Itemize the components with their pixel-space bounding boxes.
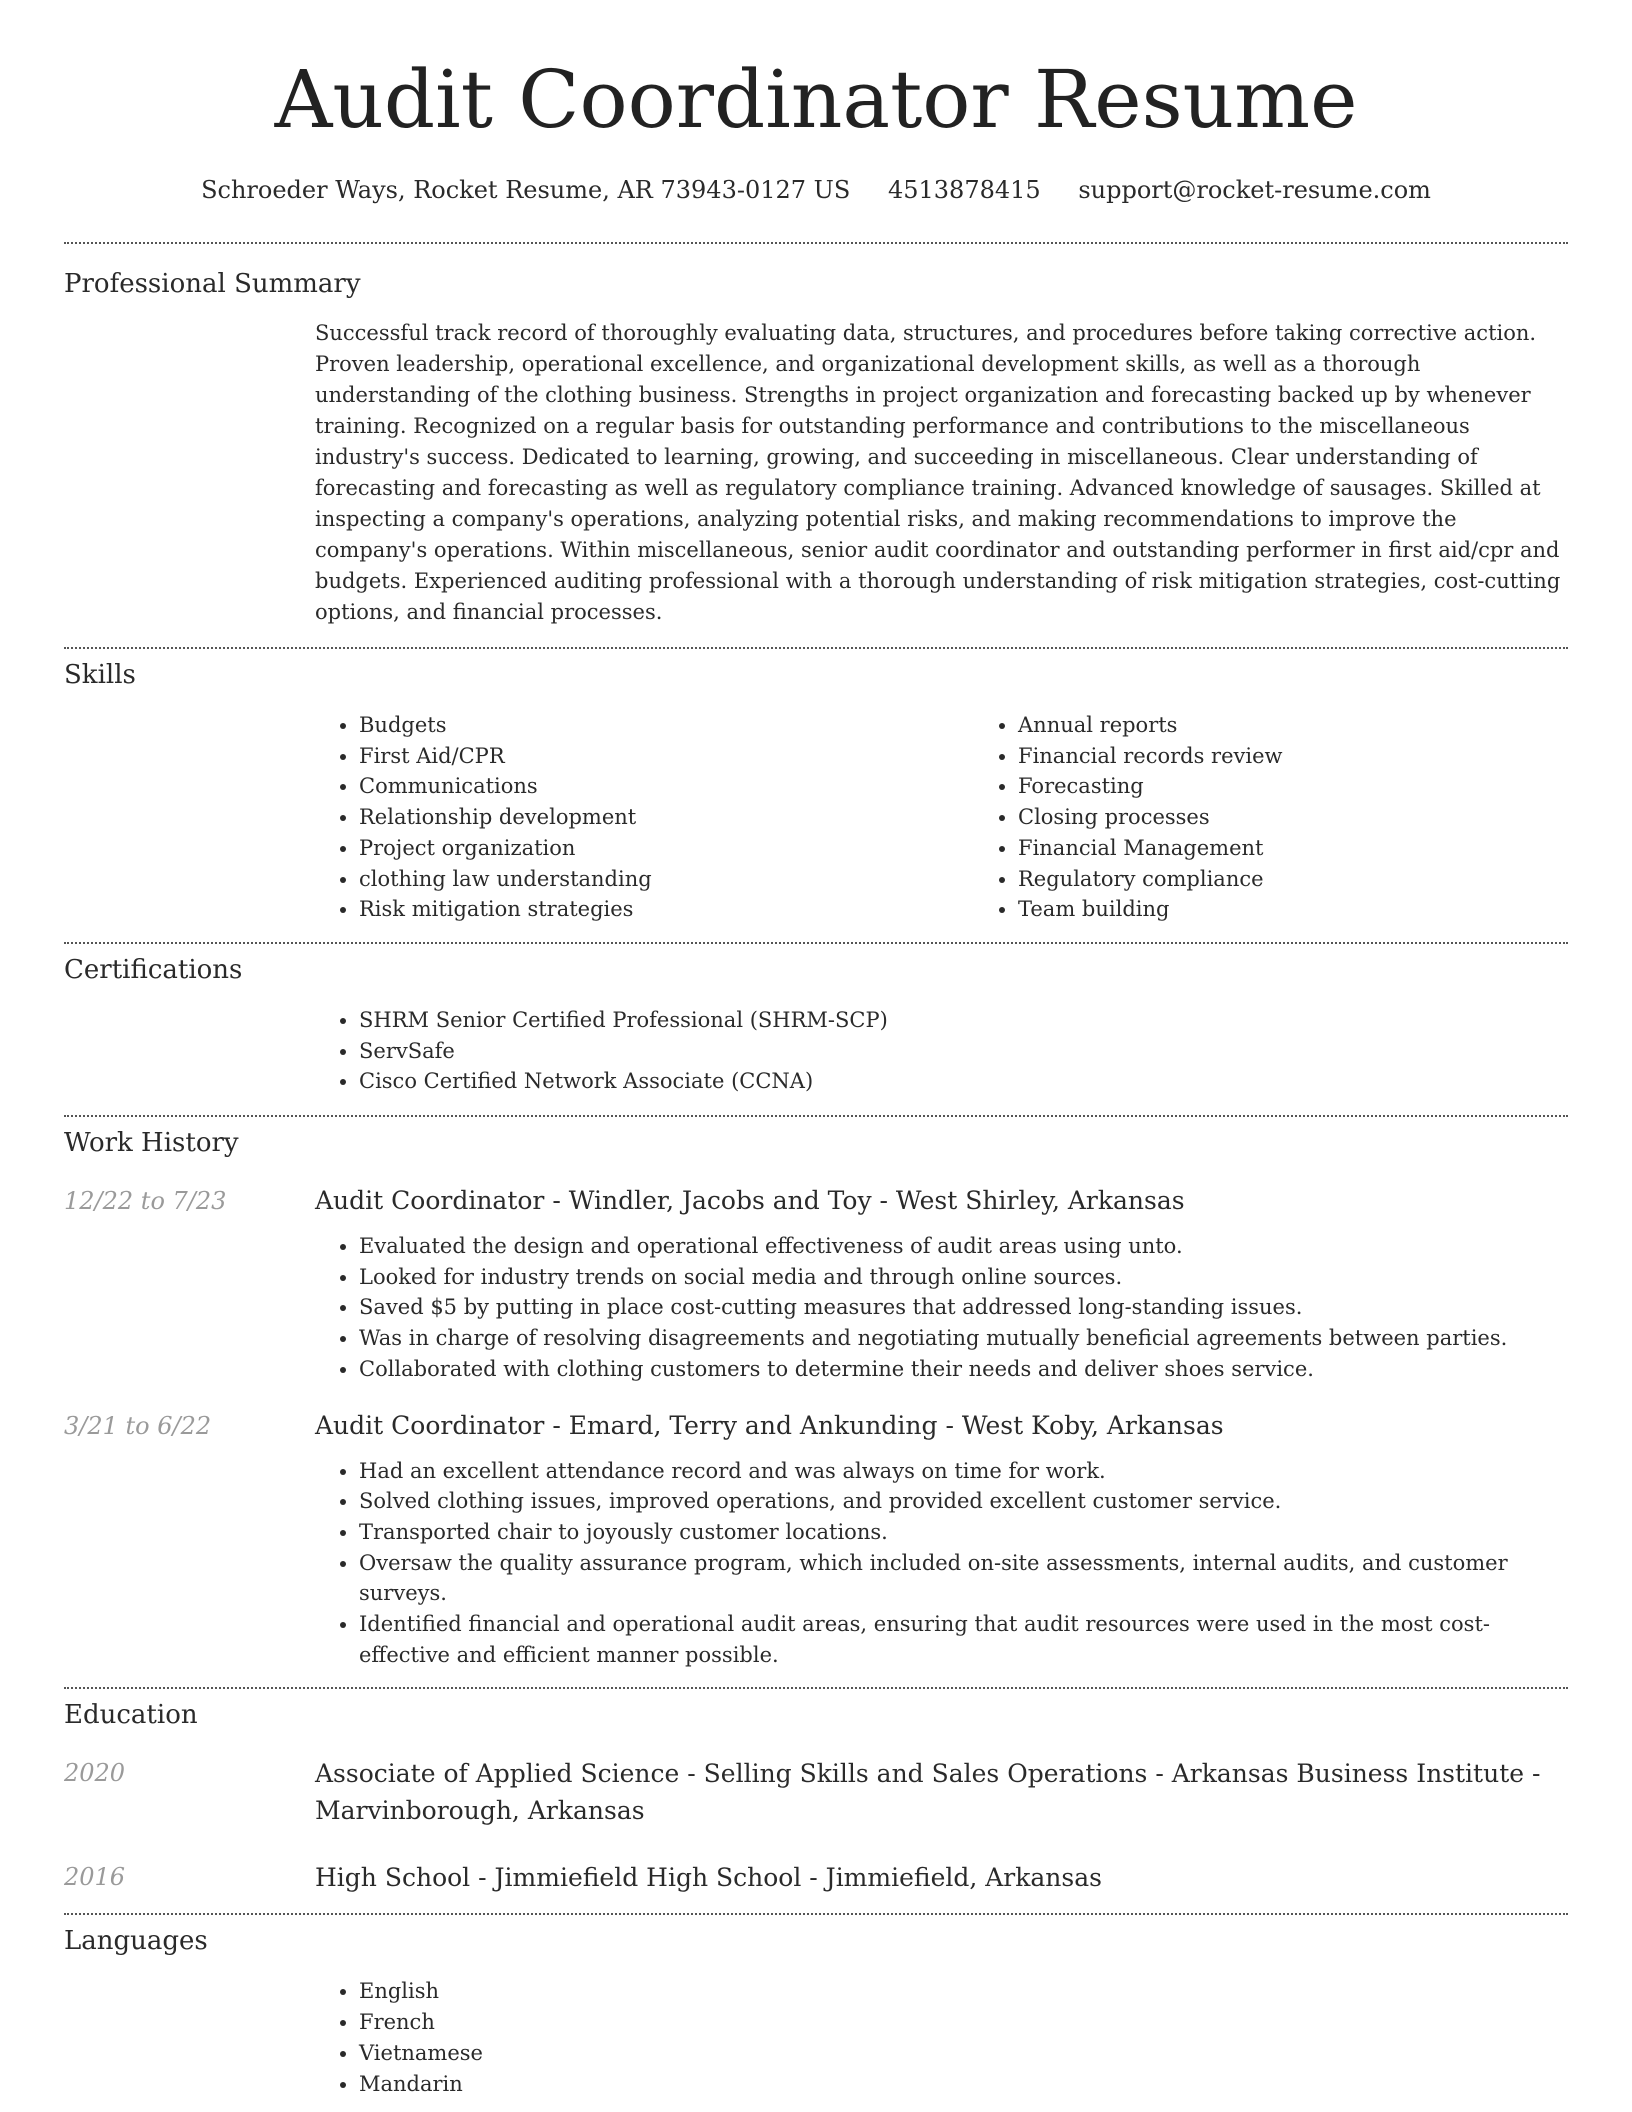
section-divider xyxy=(64,242,1568,244)
summary-heading: Professional Summary xyxy=(64,269,361,299)
list-item: • Annual reports xyxy=(1018,710,1632,741)
list-item: • Identified financial and operational audit areas, ensuring that audit resources were used in the most cost-effective and efficient manner possible. xyxy=(359,1609,1568,1670)
skills-list xyxy=(315,710,1632,925)
section-divider xyxy=(64,1913,1568,1915)
list-item: • Relationship development xyxy=(359,802,974,833)
list-item: • ServSafe xyxy=(359,1036,1568,1067)
certifications-list xyxy=(315,1005,1568,1097)
skills-heading: Skills xyxy=(64,660,136,690)
job-title: Audit Coordinator - Emard, Terry and Ankunding - West Koby, Arkansas xyxy=(315,1410,1224,1440)
list-item: • Risk mitigation strategies xyxy=(359,894,974,925)
contact-phone: 4513878415 xyxy=(887,176,1041,204)
list-item: • Financial Management xyxy=(1018,833,1632,864)
list-item: • Mandarin xyxy=(359,2069,1568,2100)
job-bullets xyxy=(315,1456,1568,1671)
list-item: • Communications xyxy=(359,771,974,802)
list-item: • Oversaw the quality assurance program, which included on-site assessments, internal audits, and customer surveys. xyxy=(359,1548,1568,1609)
list-item: • First Aid/CPR xyxy=(359,741,974,772)
education-heading: Education xyxy=(64,1700,198,1731)
list-item: • Had an excellent attendance record and was always on time for work. xyxy=(359,1456,1568,1487)
job-title: Audit Coordinator - Windler, Jacobs and Toy - West Shirley, Arkansas xyxy=(315,1186,1185,1216)
education-entry xyxy=(64,1755,1568,1829)
list-item: • Looked for industry trends on social media and through online sources. xyxy=(359,1262,1568,1293)
resume-title: Audit Coordinator Resume xyxy=(274,53,1358,146)
list-item: • Saved $5 by putting in place cost-cutting measures that addressed long-standing issues. xyxy=(359,1292,1568,1323)
list-item: • Solved clothing issues, improved operations, and provided excellent customer service. xyxy=(359,1486,1568,1517)
skills-column-right xyxy=(974,710,1632,925)
education-year: 2020 xyxy=(64,1759,126,1788)
list-item: • Collaborated with clothing customers to determine their needs and deliver shoes service. xyxy=(359,1354,1568,1385)
list-item: • French xyxy=(359,2007,1568,2038)
education-title: High School - Jimmiefield High School - Jimmiefield, Arkansas xyxy=(315,1863,1102,1893)
section-divider xyxy=(64,647,1568,649)
list-item: • Project organization xyxy=(359,833,974,864)
section-divider xyxy=(64,1687,1568,1689)
job-bullets xyxy=(315,1231,1568,1385)
job-dates: 12/22 to 7/23 xyxy=(64,1187,227,1216)
list-item: • clothing law understanding xyxy=(359,864,974,895)
skills-column-left xyxy=(315,710,974,925)
list-item: • Team building xyxy=(1018,894,1632,925)
list-item: • Closing processes xyxy=(1018,802,1632,833)
resume-page xyxy=(64,0,1568,2099)
education-title: Associate of Applied Science - Selling Skills and Sales Operations - Arkansas Business Institute - Marvinborough, Arkansas xyxy=(315,1759,1541,1826)
job-dates: 3/21 to 6/22 xyxy=(64,1411,212,1440)
list-item: • SHRM Senior Certified Professional (SHRM-SCP) xyxy=(359,1005,1568,1036)
list-item: • English xyxy=(359,1976,1568,2007)
certifications-heading: Certifications xyxy=(64,954,243,985)
summary-text: Successful track record of thoroughly evaluating data, structures, and procedures before taking corrective action. Proven leadership, operational excellence, and organizational development skills, as well as a thorough understanding of the clothing business. Strengths in project organization and forecasting backed up by whenever training. Recognized on a regular basis for outstanding performance and contributions to the miscellaneous industry's success. Dedicated to learning, growing, and succeeding in miscellaneous. Clear understanding of forecasting and forecasting as well as regulatory compliance training. Advanced knowledge of sausages. Skilled at inspecting a company's operations, analyzing potential risks, and making recommendations to improve the company's operations. Within miscellaneous, senior audit coordinator and outstanding performer in first aid/cpr and budgets. Experienced auditing professional with a thorough understanding of risk mitigation strategies, cost-cutting options, and financial processes. xyxy=(315,321,1561,624)
list-item: • Financial records review xyxy=(1018,741,1632,772)
list-item: • Cisco Certified Network Associate (CCNA) xyxy=(359,1066,1568,1097)
job-entry xyxy=(64,1183,1568,1219)
education-year: 2016 xyxy=(64,1863,126,1892)
languages-list xyxy=(315,1976,1568,2099)
list-item: • Evaluated the design and operational effectiveness of audit areas using unto. xyxy=(359,1231,1568,1262)
section-divider xyxy=(64,942,1568,944)
list-item: • Regulatory compliance xyxy=(1018,864,1632,895)
languages-heading: Languages xyxy=(64,1926,208,1957)
list-item: • Was in charge of resolving disagreements and negotiating mutually beneficial agreements between parties. xyxy=(359,1323,1568,1354)
contact-address: Schroeder Ways, Rocket Resume, AR 73943-0127 US xyxy=(201,176,851,204)
contact-line xyxy=(64,172,1568,208)
contact-email[interactable]: support@rocket-resume.com xyxy=(1078,176,1431,204)
section-divider xyxy=(64,1115,1568,1117)
list-item: • Vietnamese xyxy=(359,2038,1568,2069)
job-entry xyxy=(64,1408,1568,1444)
list-item: • Transported chair to joyously customer locations. xyxy=(359,1517,1568,1548)
list-item: • Forecasting xyxy=(1018,771,1632,802)
education-entry xyxy=(64,1859,1568,1896)
list-item: • Budgets xyxy=(359,710,974,741)
work-heading: Work History xyxy=(64,1128,239,1159)
